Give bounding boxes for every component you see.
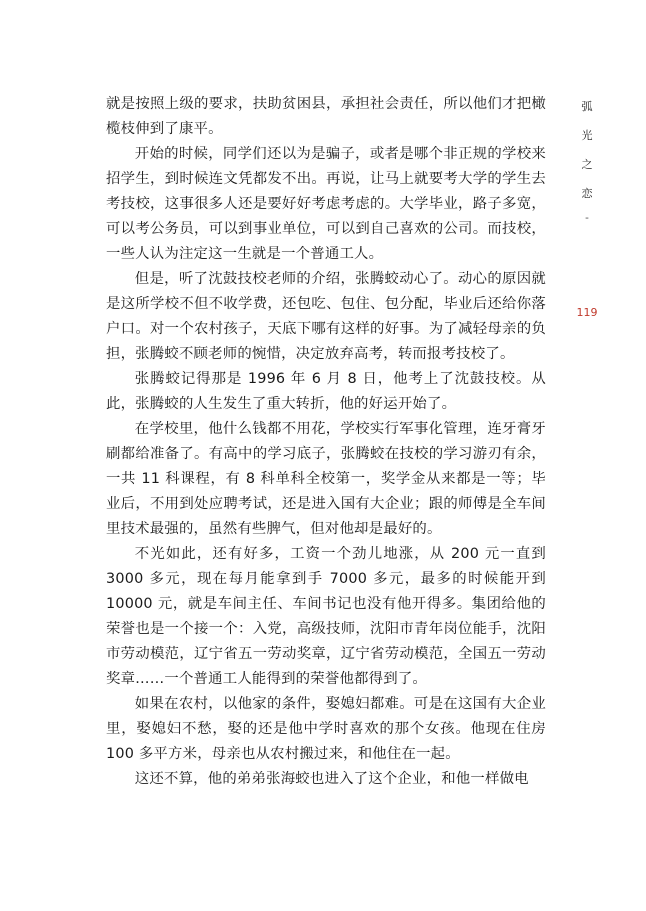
paragraph-5: 在学校里，他什么钱都不用花，学校实行军事化管理，连牙膏牙刷都给准备了。有高中的学习底子，张腾蛟在技校的学习游刃有余，一共 11 科课程，有 8 科单科全校第一，奖学金从来都是一等；毕业后，不用到处应聘考试，还是进入国有大企业；跟的师傅是全车间里技术最强的，虽然有些脾气，但对他却是最好的。 <box>106 421 546 537</box>
running-head-char-3: 之 <box>581 158 593 171</box>
running-head-divider: - <box>585 211 589 224</box>
paragraph-2: 开始的时候，同学们还以为是骗子，或者是哪个非正规的学校来招学生，到时候连文凭都发不出。再说，让马上就要考大学的学生去考技校，这事很多人还是要好好考虑考虑的。大学毕业，路子多宽，可以考公务员，可以到事业单位，可以到自己喜欢的公司。而技校，一些人认为注定这一生就是一个普通工人。 <box>106 146 546 262</box>
paragraph-3: 但是，听了沈鼓技校老师的介绍，张腾蛟动心了。动心的原因就是这所学校不但不收学费，还包吃、包住、包分配，毕业后还给你落户口。对一个农村孩子，天底下哪有这样的好事。为了减轻母亲的负担，张腾蛟不顾老师的惋惜，决定放弃高考，转而报考技校了。 <box>106 271 546 362</box>
running-head-char-1: 弧 <box>581 100 593 113</box>
running-head-char-4: 恋 <box>581 187 593 200</box>
paragraph-6: 不光如此，还有好多，工资一个劲儿地涨，从 200 元一直到 3000 多元，现在每月能拿到手 7000 多元，最多的时候能开到 10000 元，就是车间主任、车间书记也没有他开得多。集团给他的荣誉也是一个接一个：入党，高级技师，沈阳市青年岗位能手，沈阳市劳动模范，辽宁省五一劳动奖章，辽宁省劳动模范，全国五一劳动奖章……一个普通工人能得到的荣誉他都得到了。 <box>106 546 546 687</box>
paragraph-8: 这还不算，他的弟弟张海蛟也进入了这个企业，和他一样做电 <box>134 771 529 787</box>
paragraph-4: 张腾蛟记得那是 1996 年 6 月 8 日，他考上了沈鼓技校。从此，张腾蛟的人生发生了重大转折，他的好运开始了。 <box>106 371 546 412</box>
paragraph-7: 如果在农村，以他家的条件，娶媳妇都难。可是在这国有大企业里，娶媳妇不愁，娶的还是他中学时喜欢的那个女孩。他现在住房 100 多平方米，母亲也从农村搬过来，和他住在一起。 <box>106 696 546 762</box>
paragraph-1: 就是按照上级的要求，扶助贫困县，承担社会责任，所以他们才把橄榄枝伸到了康平。 <box>106 96 546 137</box>
running-head <box>580 98 594 234</box>
running-head-char-2: 光 <box>581 129 593 142</box>
body-text <box>106 92 546 792</box>
page-number: 119 <box>576 306 598 319</box>
